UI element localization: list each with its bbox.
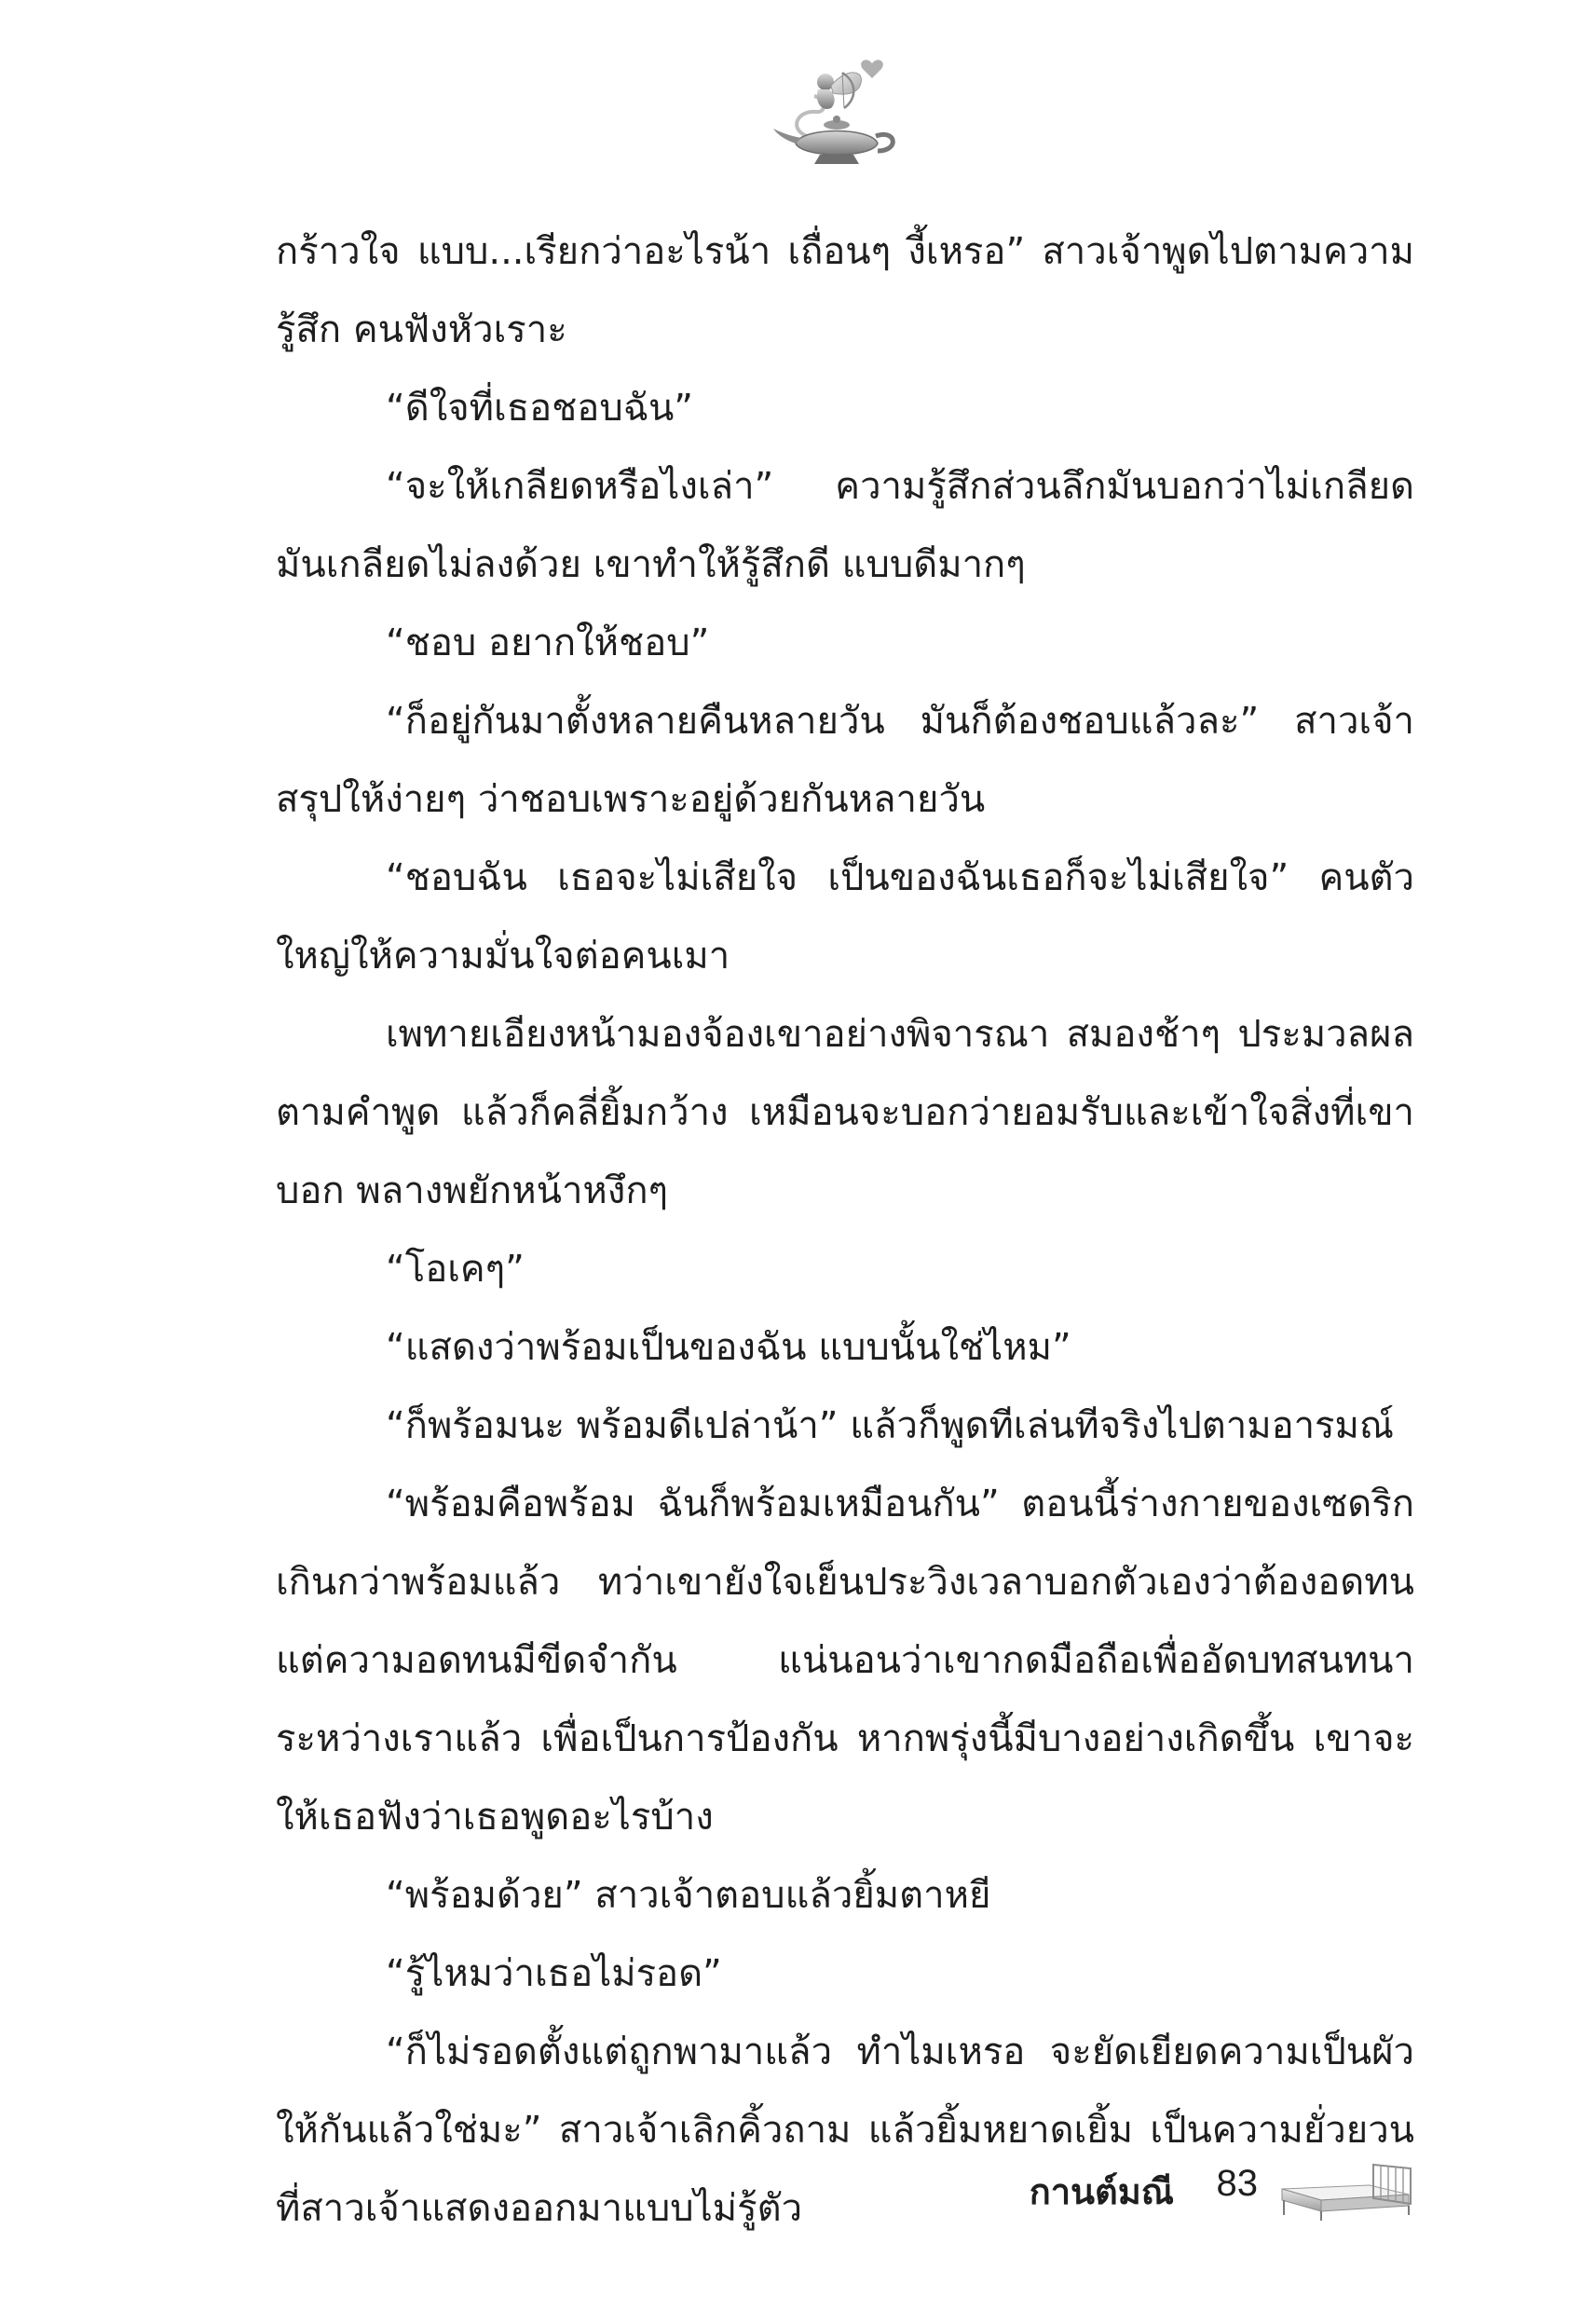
body-text (276, 212, 1414, 2248)
paragraph: “โอเคๆ” (386, 1248, 525, 1291)
page-number: 83 (1216, 2163, 1258, 2204)
genie-lamp-icon (770, 54, 909, 175)
paragraph: “จะให้เกลียดหรือไงเล่า” ความรู้สึกส่วนลึกมันบอกว่าไม่เกลียด มันเกลียดไม่ลงด้วย เขาทำให้รู้สึกดี แบบดีมากๆ (276, 465, 1414, 586)
paragraph: “รู้ไหมว่าเธอไม่รอด” (386, 1952, 722, 1995)
paragraph: “ชอบฉัน เธอจะไม่เสียใจ เป็นของฉันเธอก็จะไม่เสียใจ” คนตัวใหญ่ให้ความมั่นใจต่อคนเมา (276, 856, 1414, 978)
paragraph: “ก็ไม่รอดตั้งแต่ถูกพามาแล้ว ทำไมเหรอ จะยัดเยียดความเป็นผัวให้กันแล้วใช่มะ” สาวเจ้าเลิกคิ้วถาม แล้วยิ้มหยาดเยิ้ม เป็นความยั่วยวนที่สาวเจ้าแสดงออกมาแบบไม่รู้ตัว (276, 2031, 1414, 2230)
paragraph: “พร้อมด้วย” สาวเจ้าตอบแล้วยิ้มตาหยี (386, 1874, 991, 1917)
paragraph: “ดีใจที่เธอชอบฉัน” (386, 387, 694, 430)
bed-icon (1276, 2157, 1416, 2222)
paragraph: “ชอบ อยากให้ชอบ” (386, 622, 710, 664)
paragraph: กร้าวใจ แบบ...เรียกว่าอะไรน้า เถื่อนๆ งี้เหรอ” สาวเจ้าพูดไปตามความรู้สึก คนฟังหัวเราะ (276, 230, 1414, 351)
paragraph: “แสดงว่าพร้อมเป็นของฉัน แบบนั้นใช่ไหม” (386, 1326, 1071, 1369)
paragraph: “ก็อยู่กันมาตั้งหลายคืนหลายวัน มันก็ต้องชอบแล้วละ” สาวเจ้าสรุปให้ง่ายๆ ว่าชอบเพราะอยู่ด้วยกันหลายวัน (276, 700, 1414, 821)
footer-author: กานต์มณี (1029, 2171, 1174, 2212)
paragraph: “พร้อมคือพร้อม ฉันก็พร้อมเหมือนกัน” ตอนนี้ร่างกายของเซดริกเกินกว่าพร้อมแล้ว ทว่าเขายังใจเย็นประวิงเวลาบอกตัวเองว่าต้องอดทน แต่ความอดทนมีขีดจำกัน แน่นอนว่าเขากดมือถือเพื่ออัดบทสนทนาระหว่างเราแล้ว เพื่อเป็นการป้องกัน หากพรุ่งนี้มีบางอย่างเกิดขึ้น เขาจะให้เธอฟังว่าเธอพูดอะไรบ้าง (276, 1483, 1414, 1839)
page-footer (1025, 2157, 1416, 2232)
paragraph: เพทายเอียงหน้ามองจ้องเขาอย่างพิจารณา สมองช้าๆ ประมวลผลตามคำพูด แล้วก็คลี่ยิ้มกว้าง เหมือนจะบอกว่ายอมรับและเข้าใจสิ่งที่เขาบอก พลางพยักหน้าหงึกๆ (276, 1013, 1414, 1212)
paragraph: “ก็พร้อมนะ พร้อมดีเปล่าน้า” แล้วก็พูดทีเล่นทีจริงไปตามอารมณ์ (386, 1404, 1395, 1447)
